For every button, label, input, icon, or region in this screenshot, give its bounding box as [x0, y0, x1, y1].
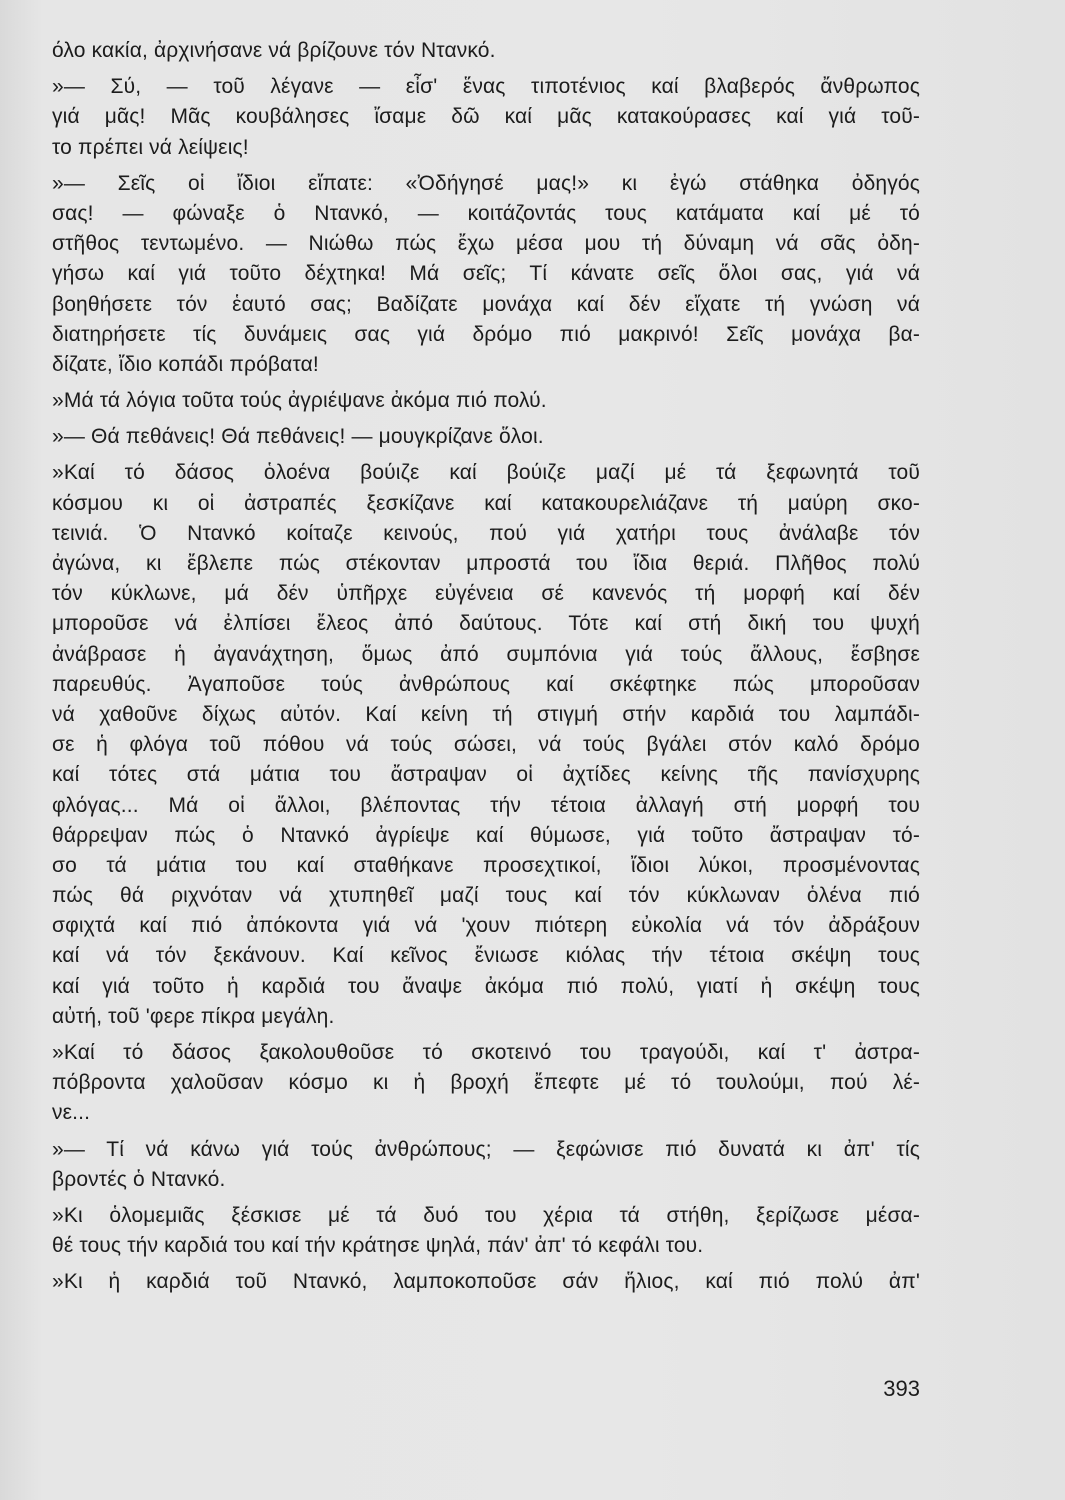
text-line: »Καί τό δάσος ὁλοένα βούιζε καί βούιζε μαζί μέ τά ξεφωνητά τοῦ [52, 461, 920, 485]
text-line: θέ τους τήν καρδιά του καί τήν κράτησε ψηλά, πάν' ἀπ' τό κεφάλι του. [52, 1234, 704, 1258]
text-line: »— Τί νά κάνω γιά τούς ἀνθρώπους; — ξεφώνισε πιό δυνατά κι ἀπ' τίς [52, 1137, 920, 1161]
text-line: νά χαθοῦνε δίχως αὐτόν. Καί κείνη τή στιγμή στήν καρδιά του λαμπάδι- [52, 702, 920, 726]
text-line: »Καί τό δάσος ξακολουθοῦσε τό σκοτεινό του τραγούδι, καί τ' ἀστρα- [52, 1041, 920, 1064]
text-line: βοηθήσετε τόν ἑαυτό σας; Βαδίζατε μονάχα καί δέν εἴχατε τή γνώση νά [52, 292, 920, 316]
text-line: γιά μᾶς! Μᾶς κουβάλησες ἴσαμε δῶ καί μᾶς κατακούρασες καί γιά τοῦ- [52, 105, 920, 129]
text-line: νε... [52, 1101, 91, 1125]
text-line: σε ἡ φλόγα τοῦ πόθου νά τούς σώσει, νά τούς βγάλει στόν καλό δρόμο [52, 733, 920, 757]
text-line: διατηρήσετε τίς δυνάμεις σας γιά δρόμο πιό μακρινό! Σεῖς μονάχα βα- [52, 322, 920, 346]
text-line: βροντές ὁ Ντανκό. [52, 1167, 226, 1191]
text-line: ἀγώνα, κι ἔβλεπε πώς στέκονταν μπροστά του ἴδια θεριά. Πλῆθος πολύ [52, 552, 920, 575]
text-line: αὐτή, τοῦ 'φερε πίκρα μεγάλη. [52, 1004, 335, 1028]
text-line: »Μά τά λόγια τοῦτα τούς ἀγριέψανε ἀκόμα πιό πολύ. [52, 389, 547, 413]
text-line: καί γιά τοῦτο ἡ καρδιά του ἄναψε ἀκόμα πιό πολύ, γιατί ἡ σκέψη τους [52, 974, 920, 998]
text-line: παρευθύς. Ἀγαποῦσε τούς ἀνθρώπους καί σκέφτηκε πώς μποροῦσαν [52, 672, 920, 696]
text-line: πόβροντα χαλοῦσαν κόσμο κι ἡ βροχή ἔπεφτε μέ τό τουλούμι, πού λέ- [52, 1071, 920, 1095]
text-line: πώς θά ριχνόταν νά χτυπηθεῖ μαζί τους καί τόν κύκλωναν ὁλένα πιό [52, 884, 920, 908]
text-line: »— Σεῖς οἱ ἴδιοι εἴπατε: «Ὀδήγησέ μας!» κι ἐγώ στάθηκα ὀδηγός [52, 171, 920, 195]
text-line: όλο κακία, ἀρχινήσανε νά βρίζουνε τόν Ντανκό. [52, 39, 496, 62]
text-line: μποροῦσε νά ἐλπίσει ἔλεος ἀπό δαύτους. Τότε καί στή δική του ψυχή [52, 612, 920, 636]
text-line: δίζατε, ἴδιο κοπάδι πρόβατα! [52, 352, 319, 376]
text-line: »Κι ἡ καρδιά τοῦ Ντανκό, λαμποκοποῦσε σάν ἥλιος, καί πιό πολύ ἀπ' [52, 1270, 920, 1294]
text-line: φλόγας... Μά οἱ ἄλλοι, βλέποντας τήν τέτοια ἀλλαγή στή μορφή του [52, 793, 920, 817]
body-text [52, 36, 920, 1298]
text-line: τόν κύκλωνε, μά δέν ὑπῆρχε εὐγένεια σέ κανενός τή μορφή καί δέν [52, 582, 920, 606]
text-line: »— Σύ, — τοῦ λέγανε — εἶσ' ἕνας τιποτένιος καί βλαβερός ἄνθρωπος [52, 75, 920, 99]
text-line: »— Θά πεθάνεις! Θά πεθάνεις! — μουγκρίζανε ὅλοι. [52, 425, 544, 449]
text-line: κόσμου κι οἱ ἀστραπές ξεσκίζανε καί κατακουρελιάζανε τή μαύρη σκο- [52, 491, 920, 515]
text-line: »Κι ὁλομεμιᾶς ξέσκισε μέ τά δυό του χέρια τά στήθη, ξερίζωσε μέσα- [52, 1203, 920, 1227]
text-line: γήσω καί γιά τοῦτο δέχτηκα! Μά σεῖς; Τί κάνατε σεῖς ὅλοι σας, γιά νά [52, 262, 920, 286]
text-line: σο τά μάτια του καί σταθήκανε προσεχτικοί, ἴδιοι λύκοι, προσμένοντας [52, 853, 920, 877]
text-line: τεινιά. Ὁ Ντανκό κοίταζε κεινούς, πού γιά χατήρι τους ἀνάλαβε τόν [52, 521, 920, 545]
page-number: 393 [883, 1376, 920, 1401]
text-line: ἀνάβρασε ἡ ἀγανάχτηση, ὅμως ἀπό συμπόνια γιά τούς ἄλλους, ἔσβησε [52, 642, 920, 666]
text-line: στῆθος τεντωμένο. — Νιώθω πώς ἔχω μέσα μου τή δύναμη νά σᾶς ὀδη- [52, 232, 920, 256]
text-line: θάρρεψαν πώς ὁ Ντανκό ἀγρίεψε καί θύμωσε, γιά τοῦτο ἄστραψαν τό- [52, 823, 920, 847]
text-line: σφιχτά καί πιό ἀπόκοντα γιά νά 'χουν πιότερη εὐκολία νά τόν ἀδράξουν [52, 914, 920, 938]
text-line: το πρέπει νά λείψεις! [52, 135, 249, 159]
text-line: καί νά τόν ξεκάνουν. Καί κεῖνος ἔνιωσε κιόλας τήν τέτοια σκέψη τους [52, 944, 920, 968]
text-line: σας! — φώναξε ὁ Ντανκό, — κοιτάζοντάς τους κατάματα καί μέ τό [52, 201, 920, 225]
text-line: καί τότες στά μάτια του ἄστραψαν οἱ ἀχτίδες κείνης τῆς πανίσχυρης [52, 763, 920, 787]
